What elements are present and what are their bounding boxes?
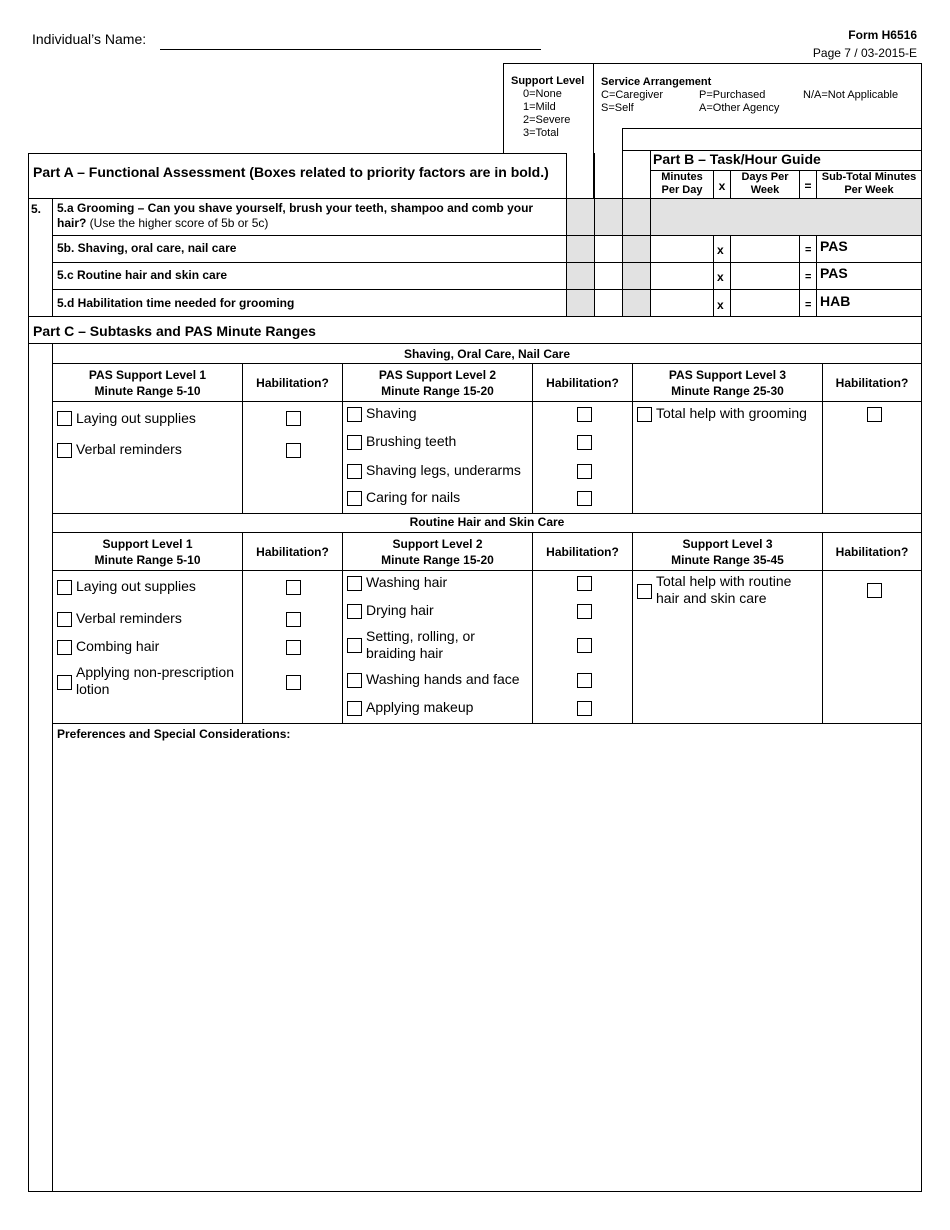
question-5d: 5.d Habilitation time needed for grooming <box>57 296 295 310</box>
row-5b-times: x <box>717 243 724 257</box>
row-5c-equals: = <box>805 271 812 283</box>
s2-item-laying-out-supplies: Laying out supplies <box>76 578 196 594</box>
s2-hab-applying-makeup[interactable] <box>577 701 592 716</box>
s1-hab3-head: Habilitation? <box>835 376 909 390</box>
s2-item-drying-hair: Drying hair <box>366 602 434 618</box>
row-5c-support-level[interactable] <box>595 263 622 289</box>
s2-cb-setting-rolling[interactable] <box>347 638 362 653</box>
s2-hab-laying-out-supplies[interactable] <box>286 580 301 595</box>
s1-cb-total-help-grooming[interactable] <box>637 407 652 422</box>
s2-item-combing-hair: Combing hair <box>76 638 160 654</box>
s2-item-applying-lotion-line1: Applying non-prescription <box>76 664 234 680</box>
s1-item-brushing-teeth: Brushing teeth <box>366 433 457 449</box>
s2-level1-head: Support Level 1 Minute Range 5-10 <box>94 537 201 567</box>
part-a-title: Part A – Functional Assessment (Boxes related to priority factors are in bold.) <box>33 164 549 180</box>
service-s: S=Self <box>601 102 634 114</box>
row-5b-minutes-per-day[interactable] <box>651 236 713 262</box>
minutes-per-day-header: Minutes Per Day <box>661 171 703 196</box>
row-5d-hab: HAB <box>820 293 851 309</box>
s1-level3-head: PAS Support Level 3 Minute Range 25-30 <box>668 368 787 398</box>
row-5d-minutes-per-day[interactable] <box>651 290 713 316</box>
s2-hab2-head: Habilitation? <box>546 545 619 559</box>
s2-hab-applying-lotion[interactable] <box>286 675 301 690</box>
part-b-title: Part B – Task/Hour Guide <box>653 151 821 167</box>
s2-cb-drying-hair[interactable] <box>347 604 362 619</box>
support-level-0: 0=None <box>523 88 562 100</box>
question-5a: 5.a Grooming – Can you shave yourself, brush your teeth, shampoo and comb your hair? (Use the higher score of 5b or 5c) <box>57 201 534 230</box>
row-5b-days-per-week[interactable] <box>731 236 799 262</box>
s2-item-setting-rolling-line2: braiding hair <box>366 645 444 661</box>
s2-cb-applying-lotion[interactable] <box>57 675 72 690</box>
service-na: N/A=Not Applicable <box>803 89 899 101</box>
s1-level2-head: PAS Support Level 2 Minute Range 15-20 <box>378 368 497 398</box>
s1-hab-shaving[interactable] <box>577 407 592 422</box>
service-p: P=Purchased <box>699 89 766 101</box>
support-level-title: Support Level <box>511 75 585 87</box>
s1-cb-shaving[interactable] <box>347 407 362 422</box>
question-5c: 5.c Routine hair and skin care <box>57 268 228 282</box>
page-info: Page 7 / 03-2015-E <box>812 46 917 60</box>
question-5b: 5b. Shaving, oral care, nail care <box>57 241 237 255</box>
s1-hab1-head: Habilitation? <box>256 376 329 390</box>
row-5c-days-per-week[interactable] <box>731 263 799 289</box>
section2-title: Routine Hair and Skin Care <box>409 515 565 529</box>
row-5d-days-per-week[interactable] <box>731 290 799 316</box>
s1-cb-brushing-teeth[interactable] <box>347 435 362 450</box>
s2-cb-washing-hands-face[interactable] <box>347 673 362 688</box>
s2-hab-washing-hair[interactable] <box>577 576 592 591</box>
s1-level1-head: PAS Support Level 1 Minute Range 5-10 <box>88 368 207 398</box>
row-5b-pas: PAS <box>820 238 848 254</box>
support-level-2: 2=Severe <box>523 114 571 126</box>
row-5d-support-level[interactable] <box>595 290 622 316</box>
form-id: Form H6516 <box>848 28 917 42</box>
s1-hab-total-help-grooming[interactable] <box>867 407 882 422</box>
s2-level2-head: Support Level 2 Minute Range 15-20 <box>381 537 494 567</box>
s1-item-shaving-legs: Shaving legs, underarms <box>366 462 521 478</box>
s2-item-applying-lotion-line2: lotion <box>76 681 110 697</box>
s2-cb-total-help-hair-skin[interactable] <box>637 584 652 599</box>
s2-hab-verbal-reminders[interactable] <box>286 612 301 627</box>
s1-cb-verbal-reminders[interactable] <box>57 443 72 458</box>
s2-item-washing-hands-face: Washing hands and face <box>366 671 520 687</box>
row-5b-support-level[interactable] <box>595 236 622 262</box>
s2-hab-total-help-hair-skin[interactable] <box>867 583 882 598</box>
equals-header: = <box>804 179 812 193</box>
s2-hab-washing-hands-face[interactable] <box>577 673 592 688</box>
preferences-textarea[interactable] <box>53 744 921 1190</box>
s2-hab-drying-hair[interactable] <box>577 604 592 619</box>
s2-cb-washing-hair[interactable] <box>347 576 362 591</box>
support-level-1: 1=Mild <box>523 101 556 113</box>
days-per-week-header: Days Per Week <box>741 171 789 196</box>
s2-item-washing-hair: Washing hair <box>366 574 448 590</box>
s1-cb-shaving-legs[interactable] <box>347 464 362 479</box>
s2-cb-laying-out-supplies[interactable] <box>57 580 72 595</box>
service-a: A=Other Agency <box>699 102 780 114</box>
s1-item-caring-for-nails: Caring for nails <box>366 489 461 505</box>
s2-hab3-head: Habilitation? <box>835 545 909 559</box>
s2-item-total-help-line1: Total help with routine <box>656 573 792 589</box>
s2-item-setting-rolling-line1: Setting, rolling, or <box>366 628 475 644</box>
times-header: x <box>718 179 726 193</box>
s2-cb-combing-hair[interactable] <box>57 640 72 655</box>
s1-item-verbal-reminders: Verbal reminders <box>76 441 182 457</box>
s2-item-verbal-reminders: Verbal reminders <box>76 610 182 626</box>
row-5c-minutes-per-day[interactable] <box>651 263 713 289</box>
service-arrangement-title: Service Arrangement <box>601 76 712 88</box>
s2-level3-head: Support Level 3 Minute Range 35-45 <box>671 537 784 567</box>
s1-item-laying-out-supplies: Laying out supplies <box>76 410 196 426</box>
s1-hab-shaving-legs[interactable] <box>577 464 592 479</box>
s1-hab-laying-out-supplies[interactable] <box>286 411 301 426</box>
s1-cb-laying-out-supplies[interactable] <box>57 411 72 426</box>
s2-hab-setting-rolling[interactable] <box>577 638 592 653</box>
s1-hab-brushing-teeth[interactable] <box>577 435 592 450</box>
section1-title: Shaving, Oral Care, Nail Care <box>403 347 571 361</box>
s2-item-total-help-line2: hair and skin care <box>656 590 767 606</box>
s1-hab2-head: Habilitation? <box>546 376 619 390</box>
row-5d-times: x <box>717 298 724 312</box>
part-c-title: Part C – Subtasks and PAS Minute Ranges <box>33 323 316 339</box>
s2-cb-verbal-reminders[interactable] <box>57 612 72 627</box>
item-number: 5. <box>31 202 42 216</box>
s2-cb-applying-makeup[interactable] <box>347 701 362 716</box>
s2-hab1-head: Habilitation? <box>256 545 329 559</box>
name-field[interactable] <box>160 49 541 50</box>
s1-item-shaving: Shaving <box>366 405 417 421</box>
subtotal-header: Sub-Total Minutes Per Week <box>821 171 917 196</box>
preferences-label: Preferences and Special Considerations: <box>57 727 291 741</box>
s2-hab-combing-hair[interactable] <box>286 640 301 655</box>
s1-hab-caring-for-nails[interactable] <box>577 491 592 506</box>
s1-hab-verbal-reminders[interactable] <box>286 443 301 458</box>
row-5b-equals: = <box>805 244 812 256</box>
row-5d-equals: = <box>805 299 812 311</box>
support-level-3: 3=Total <box>523 127 559 139</box>
service-c: C=Caregiver <box>601 89 664 101</box>
s2-item-applying-makeup: Applying makeup <box>366 699 474 715</box>
s1-item-total-help-grooming: Total help with grooming <box>656 405 807 421</box>
row-5c-times: x <box>717 270 724 284</box>
s1-cb-caring-for-nails[interactable] <box>347 491 362 506</box>
row-5c-pas: PAS <box>820 265 848 281</box>
name-label: Individual’s Name: <box>32 31 147 47</box>
